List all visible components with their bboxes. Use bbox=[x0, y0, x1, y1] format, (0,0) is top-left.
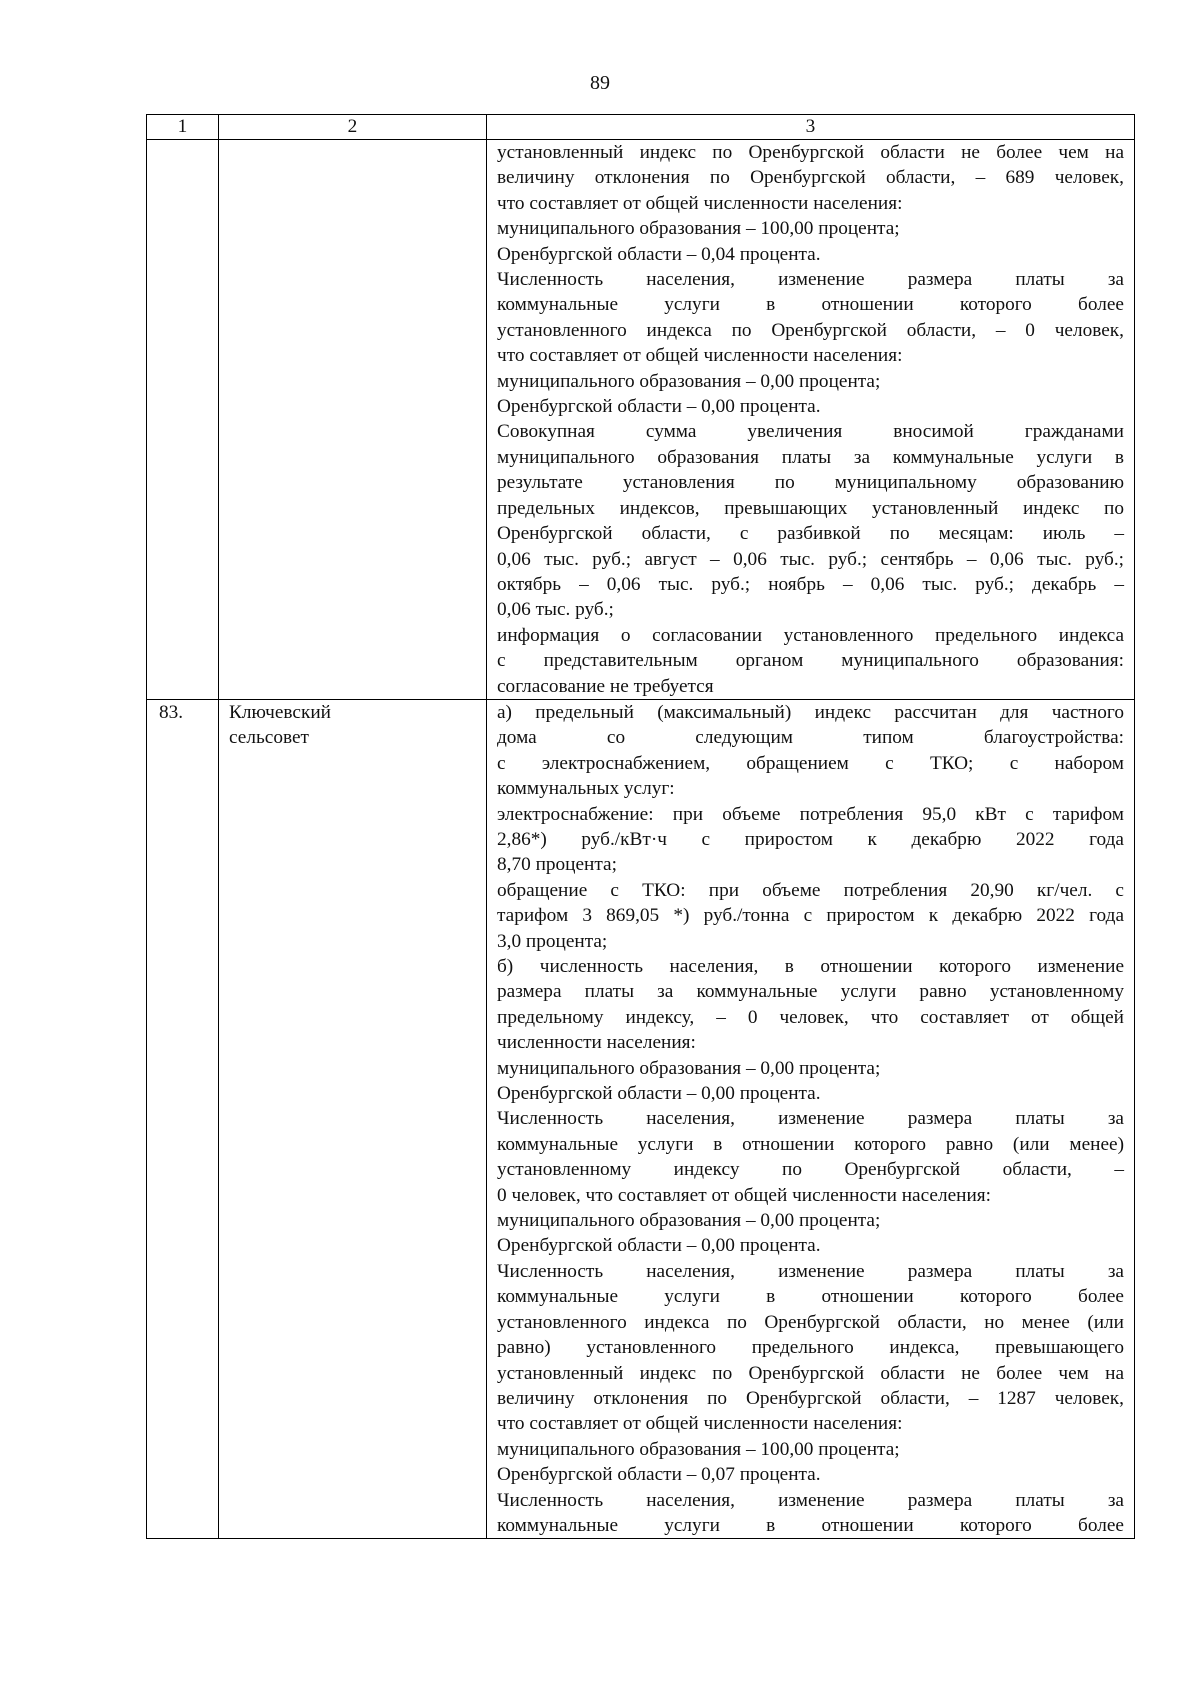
municipality-name-cell bbox=[219, 699, 487, 1538]
description-line: коммунальные услуги в отношении которого более bbox=[497, 294, 1124, 316]
description-cell bbox=[487, 699, 1135, 1538]
row-number-cell bbox=[147, 140, 219, 700]
description-line: дома со следующим типом благоустройства: bbox=[497, 727, 1124, 749]
description-line: Оренбургской области – 0,00 процента. bbox=[497, 1083, 821, 1105]
description-line: установленного индекса по Оренбургской области, – 0 человек, bbox=[497, 319, 1124, 341]
description-line: коммунальные услуги в отношении которого более bbox=[497, 1286, 1124, 1308]
description-line: что составляет от общей численности населения: bbox=[497, 192, 903, 214]
description-line: 2,86*) руб./кВт·ч с приростом к декабрю 2022 года bbox=[497, 828, 1124, 850]
description-line: Оренбургской области – 0,04 процента. bbox=[497, 243, 821, 265]
municipality-name-line: Ключевский bbox=[229, 701, 331, 723]
description-line: Численность населения, изменение размера платы за bbox=[497, 1489, 1124, 1511]
description-line: 0,06 тыс. руб.; август – 0,06 тыс. руб.; сентябрь – 0,06 тыс. руб.; bbox=[497, 548, 1124, 570]
description-line: 8,70 процента; bbox=[497, 854, 617, 876]
description-line: электроснабжение: при объеме потребления 95,0 кВт с тарифом bbox=[497, 803, 1124, 825]
row-number-cell: 83. bbox=[147, 699, 219, 1538]
description-line: предельных индексов, превышающих установленный индекс по bbox=[497, 497, 1124, 519]
description-line: тарифом 3 869,05 *) руб./тонна с приростом к декабрю 2022 года bbox=[497, 905, 1124, 927]
description-line: численности населения: bbox=[497, 1032, 696, 1054]
description-line: согласование не требуется bbox=[497, 675, 714, 697]
description-line: коммунальных услуг: bbox=[497, 778, 675, 800]
table-header-row bbox=[147, 115, 1135, 140]
table-row bbox=[147, 699, 1135, 1538]
page-number: 89 bbox=[590, 72, 610, 94]
description-line: Численность населения, изменение размера платы за bbox=[497, 1108, 1124, 1130]
description-line: установленный индекс по Оренбургской области не более чем на bbox=[497, 142, 1124, 163]
index-table bbox=[146, 114, 1135, 1539]
description-line: Оренбургской области – 0,00 процента. bbox=[497, 396, 821, 418]
description-line: муниципального образования – 0,00 процента; bbox=[497, 370, 881, 392]
description-line: Оренбургской области – 0,00 процента. bbox=[497, 1235, 821, 1257]
description-line: муниципального образования – 100,00 процента; bbox=[497, 218, 900, 240]
description-line: информация о согласовании установленного предельного индекса bbox=[497, 624, 1124, 646]
description-line: величину отклонения по Оренбургской области, – 1287 человек, bbox=[497, 1387, 1124, 1409]
description-line: 3,0 процента; bbox=[497, 930, 608, 952]
description-line: что составляет от общей численности населения: bbox=[497, 345, 903, 367]
description-line: установленного индекса по Оренбургской области, но менее (или bbox=[497, 1311, 1124, 1333]
description-line: установленный индекс по Оренбургской области не более чем на bbox=[497, 1362, 1124, 1384]
description-line: коммунальные услуги в отношении которого равно (или менее) bbox=[497, 1133, 1124, 1155]
description-line: октябрь – 0,06 тыс. руб.; ноябрь – 0,06 тыс. руб.; декабрь – bbox=[497, 573, 1124, 595]
description-line: 0,06 тыс. руб.; bbox=[497, 599, 614, 621]
description-line: размера платы за коммунальные услуги равно установленному bbox=[497, 981, 1124, 1003]
description-line: установленному индексу по Оренбургской области, – bbox=[497, 1159, 1124, 1181]
description-line: Численность населения, изменение размера платы за bbox=[497, 1260, 1124, 1282]
description-line: муниципального образования платы за коммунальные услуги в bbox=[497, 446, 1124, 468]
description-line: результате установления по муниципальному образованию bbox=[497, 472, 1124, 494]
description-line: коммунальные услуги в отношении которого более bbox=[497, 1514, 1124, 1536]
description-line: величину отклонения по Оренбургской области, – 689 человек, bbox=[497, 167, 1124, 189]
description-line: с представительным органом муниципального образования: bbox=[497, 650, 1124, 672]
description-line: Численность населения, изменение размера платы за bbox=[497, 269, 1124, 291]
municipality-name-cell bbox=[219, 140, 487, 700]
description-line: муниципального образования – 0,00 процента; bbox=[497, 1210, 881, 1232]
description-line: 0 человек, что составляет от общей численности населения: bbox=[497, 1184, 991, 1206]
description-cell bbox=[487, 140, 1135, 700]
column-header: 3 bbox=[487, 115, 1135, 140]
description-line: муниципального образования – 0,00 процента; bbox=[497, 1057, 881, 1079]
column-header: 1 bbox=[147, 115, 219, 140]
municipality-name-line: сельсовет bbox=[229, 727, 309, 749]
description-line: муниципального образования – 100,00 процента; bbox=[497, 1438, 900, 1460]
description-line: обращение с ТКО: при объеме потребления 20,90 кг/чел. с bbox=[497, 879, 1124, 901]
description-line: предельному индексу, – 0 человек, что составляет от общей bbox=[497, 1006, 1124, 1028]
description-line: что составляет от общей численности населения: bbox=[497, 1413, 903, 1435]
description-line: Совокупная сумма увеличения вносимой гражданами bbox=[497, 421, 1124, 443]
column-header: 2 bbox=[219, 115, 487, 140]
description-line: а) предельный (максимальный) индекс рассчитан для частного bbox=[497, 701, 1124, 723]
description-line: б) численность населения, в отношении которого изменение bbox=[497, 956, 1124, 977]
description-line: Оренбургской области – 0,07 процента. bbox=[497, 1464, 821, 1486]
description-line: равно) установленного предельного индекса, превышающего bbox=[497, 1337, 1124, 1359]
description-line: Оренбургской области, с разбивкой по месяцам: июль – bbox=[497, 523, 1124, 545]
table-row bbox=[147, 140, 1135, 700]
description-line: с электроснабжением, обращением с ТКО; с набором bbox=[497, 752, 1124, 774]
